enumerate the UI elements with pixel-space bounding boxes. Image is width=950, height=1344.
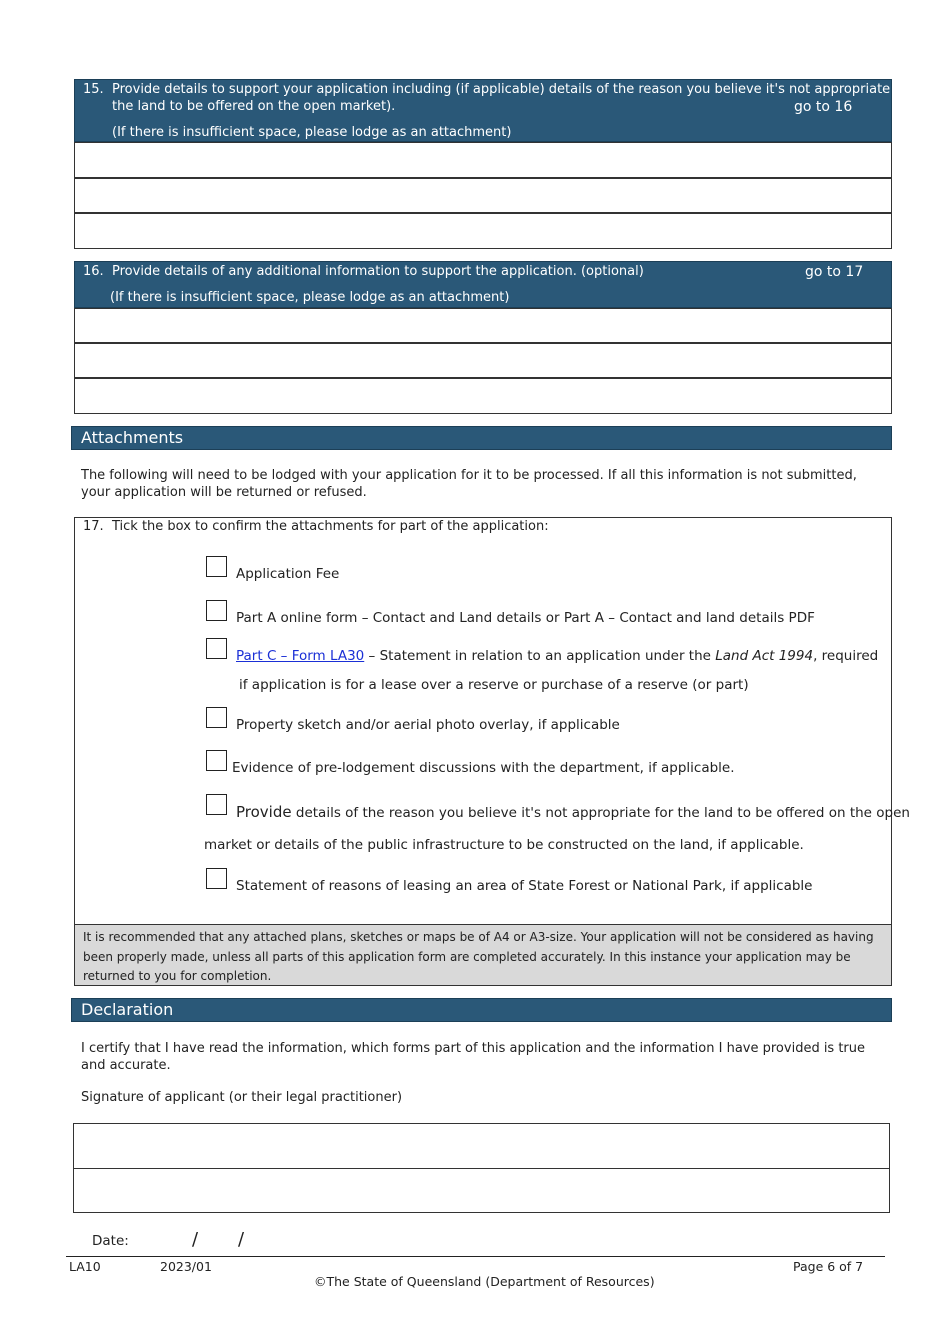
label-pre-lodgement-evidence: Evidence of pre-lodgement discussions with the department, if applicable. <box>232 760 735 776</box>
label-state-forest-statement: Statement of reasons of leasing an area of State Forest or National Park, if applicable <box>236 878 813 894</box>
q16-answer-row-3[interactable] <box>74 378 892 414</box>
footer-version: 2023/01 <box>160 1259 212 1274</box>
checkbox-part-a[interactable] <box>206 600 227 621</box>
signature-box-row-1[interactable] <box>73 1123 890 1169</box>
provide-word: Provide <box>236 803 292 821</box>
part-c-text2: , required <box>813 648 879 664</box>
q15-answer-row-2[interactable] <box>74 178 892 213</box>
q15-text-line1: Provide details to support your application including (if applicable) details of the reason you believe it's not appropriate for <box>112 82 913 97</box>
date-separator-2: / <box>238 1229 245 1250</box>
q15-answer-input-1[interactable] <box>75 143 891 177</box>
date-label: Date: <box>92 1233 129 1249</box>
part-c-text1: – Statement in relation to an application under the <box>364 648 716 664</box>
label-part-a: Part A online form – Contact and Land details or Part A – Contact and land details PDF <box>236 610 815 626</box>
q16-header <box>74 261 892 308</box>
footer-page-number: Page 6 of 7 <box>793 1259 864 1274</box>
provide-rest: details of the reason you believe it's not appropriate for the land to be offered on the open <box>291 805 910 821</box>
q15-answer-input-2[interactable] <box>75 179 891 212</box>
declaration-heading: Declaration <box>71 998 892 1022</box>
footer-copyright: ©The State of Queensland (Department of Resources) <box>314 1274 655 1289</box>
checkbox-pre-lodgement-evidence[interactable] <box>206 750 227 771</box>
declaration-certify: I certify that I have read the information, which forms part of this application and the information I have provided is true and accurate. <box>81 1041 866 1073</box>
label-part-c-line2: if application is for a lease over a reserve or purchase of a reserve (or part) <box>239 677 749 693</box>
recommendation-note: It is recommended that any attached plans, sketches or maps be of A4 or A3-size. Your application will not be considered as having been properly made, unless all parts of this application form are completed accurately. In this instance your application may be returned to you for completion. <box>74 924 892 986</box>
q16-number: 16. <box>83 264 104 279</box>
q15-answer-row-3[interactable] <box>74 213 892 249</box>
q16-goto: go to 17 <box>805 264 864 280</box>
land-act-title: Land Act 1994 <box>715 648 814 664</box>
checkbox-property-sketch[interactable] <box>206 707 227 728</box>
q16-answer-input-3[interactable] <box>75 379 891 413</box>
part-c-form-la30-link[interactable]: Part C – Form LA30 <box>236 648 365 664</box>
q15-text-line2: the land to be offered on the open market). <box>112 99 396 114</box>
q16-answer-row-1[interactable] <box>74 308 892 343</box>
q16-note: (If there is insufficient space, please lodge as an attachment) <box>110 290 510 305</box>
q17-text: Tick the box to confirm the attachments for part of the application: <box>112 519 549 534</box>
label-property-sketch: Property sketch and/or aerial photo overlay, if applicable <box>236 717 620 733</box>
checkbox-part-c[interactable] <box>206 638 227 659</box>
attachments-intro: The following will need to be lodged with your application for it to be processed. If all this information is not submitted, your application will be returned or refused. <box>81 468 857 500</box>
signature-box-row-2[interactable] <box>73 1168 890 1213</box>
label-provide-details <box>236 803 910 821</box>
checkbox-state-forest-statement[interactable] <box>206 868 227 889</box>
q16-answer-row-2[interactable] <box>74 343 892 378</box>
footer-rule <box>66 1256 885 1257</box>
label-application-fee: Application Fee <box>236 566 340 582</box>
checkbox-application-fee[interactable] <box>206 556 227 577</box>
label-provide-details-line2: market or details of the public infrastructure to be constructed on the land, if applicable. <box>204 837 804 853</box>
q16-answer-input-2[interactable] <box>75 344 891 377</box>
q15-number: 15. <box>83 82 104 97</box>
q15-goto: go to 16 <box>794 99 853 115</box>
q16-answer-input-1[interactable] <box>75 309 891 342</box>
footer-form-code: LA10 <box>69 1259 101 1274</box>
q15-answer-input-3[interactable] <box>75 214 891 248</box>
q15-header <box>74 79 913 142</box>
q17-number: 17. <box>83 519 104 534</box>
signature-label: Signature of applicant (or their legal practitioner) <box>81 1090 403 1105</box>
date-separator-1: / <box>192 1229 199 1250</box>
q15-answer-row-1[interactable] <box>74 142 892 178</box>
q15-note: (If there is insufficient space, please lodge as an attachment) <box>112 125 512 140</box>
attachments-heading: Attachments <box>71 426 892 450</box>
label-part-c <box>236 648 878 664</box>
q16-text: Provide details of any additional information to support the application. (optional) <box>112 264 644 279</box>
checkbox-provide-details[interactable] <box>206 794 227 815</box>
